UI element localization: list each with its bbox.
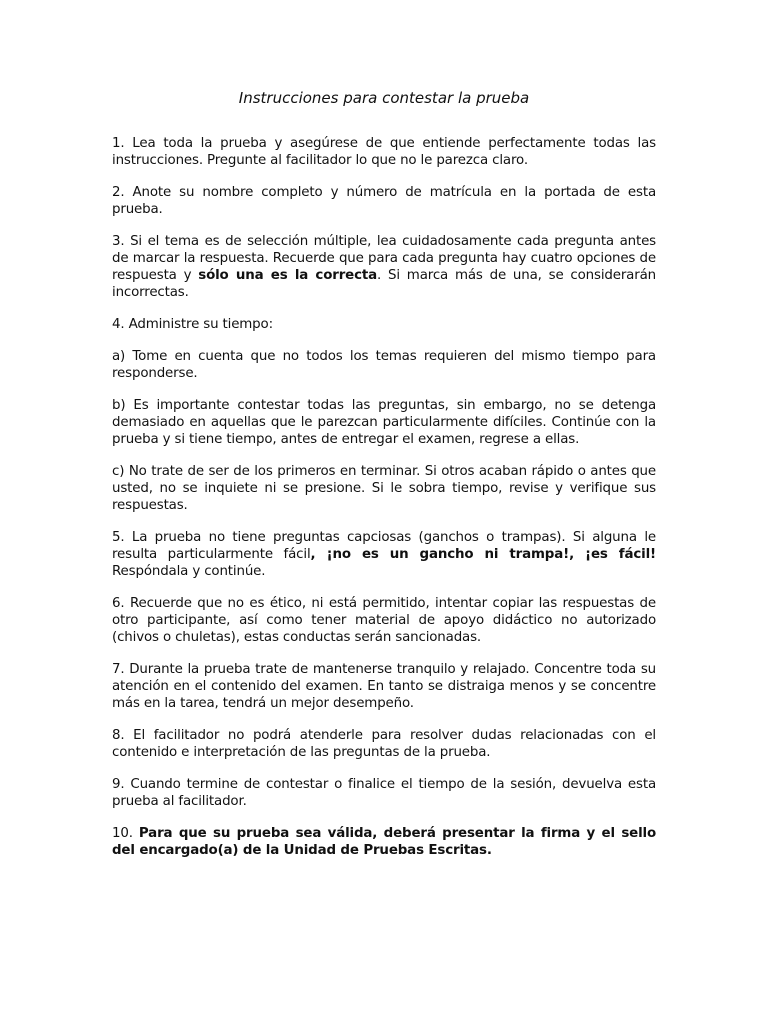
page-title: Instrucciones para contestar la prueba: [238, 89, 530, 107]
instruction-4b: b) Es importante contestar todas las preguntas, sin embargo, no se detenga demasiado en aquellas que le parezcan particularmente difíciles. Continúe con la prueba y si tiene tiempo, antes de entregar el examen, regrese a ellas.: [112, 398, 656, 447]
instruction-3-text-end: . Si marca más de una, se considerarán incorrectas.: [112, 268, 656, 300]
instruction-5-emphasis: , ¡no es un gancho ni trampa!, ¡es fácil!: [310, 547, 656, 562]
instruction-2: 2. Anote su nombre completo y número de matrícula en la portada de esta prueba.: [112, 185, 656, 217]
instruction-10-number: 10.: [112, 826, 139, 841]
instruction-8: 8. El facilitador no podrá atenderle para resolver dudas relacionadas con el contenido e interpretación de las preguntas de la prueba.: [112, 728, 656, 760]
instruction-4a: a) Tome en cuenta que no todos los temas requieren del mismo tiempo para responderse.: [112, 349, 656, 381]
instruction-3-emphasis: sólo una es la correcta: [198, 268, 378, 283]
instruction-4c: c) No trate de ser de los primeros en terminar. Si otros acaban rápido o antes que usted, no se inquiete ni se presione. Si le sobra tiempo, revise y verifique sus respuestas.: [112, 464, 656, 513]
instruction-10-emphasis: Para que su prueba sea válida, deberá presentar la firma y el sello del encargado(a) de la Unidad de Pruebas Escritas.: [112, 826, 657, 858]
instruction-7: 7. Durante la prueba trate de mantenerse tranquilo y relajado. Concentre toda su atención en el contenido del examen. En tanto se distraiga menos y se concentre más en la tarea, tendrá un mejor desempeño.: [112, 662, 656, 711]
instruction-6: 6. Recuerde que no es ético, ni está permitido, intentar copiar las respuestas de otro participante, así como tener material de apoyo didáctico no autorizado (chivos o chuletas), estas conductas serán sancionadas.: [112, 596, 656, 645]
instruction-3: [112, 233, 656, 301]
instruction-4: 4. Administre su tiempo:: [112, 317, 273, 332]
instruction-1: 1. Lea toda la prueba y asegúrese de que entiende perfectamente todas las instrucciones. Pregunte al facilitador lo que no le parezca claro.: [112, 136, 656, 168]
instruction-10: [112, 825, 656, 859]
instruction-3-text-start: 3. Si el tema es de selección múltiple, lea cuidadosamente cada pregunta antes de marcar la respuesta. Recuerde que para cada pregunta hay cuatro opciones de respuesta y: [112, 234, 656, 283]
instruction-5-text-start: 5. La prueba no tiene preguntas capciosas (ganchos o trampas). Si alguna le resulta particularmente fácil: [112, 530, 656, 562]
instruction-5-text-end: Respóndala y continúe.: [112, 564, 266, 579]
document-page: [112, 88, 656, 874]
instruction-9: 9. Cuando termine de contestar o finalice el tiempo de la sesión, devuelva esta prueba al facilitador.: [112, 777, 656, 809]
instruction-5: [112, 529, 656, 580]
